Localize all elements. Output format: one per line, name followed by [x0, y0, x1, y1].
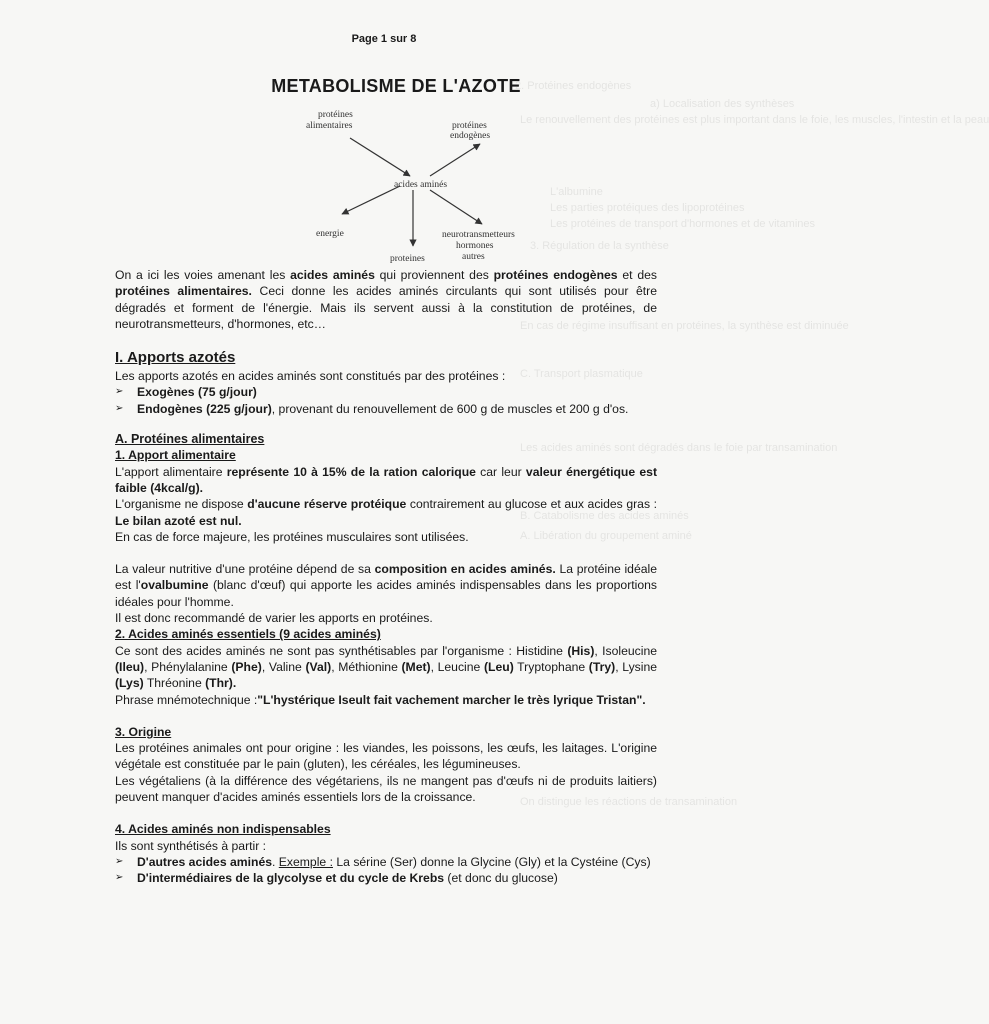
subheading-non-indispensables: 4. Acides aminés non indispensables	[115, 822, 331, 837]
section-heading-apports: I. Apports azotés	[115, 349, 236, 367]
label-bottom-right-1: neurotransmetteurs	[442, 230, 515, 240]
metabolism-diagram	[290, 106, 515, 266]
arrow-bullet-icon: ➢	[115, 855, 124, 867]
paragraph-acides-essentiels: Ce sont des acides aminés ne sont pas synthétisables par l'organisme : Histidine (His), Isoleucine (Ileu), Phénylalanine (Phe), Valine (Val), Méthionine (Met), Leucine (Leu) Tryptophane (Try), Lysine (Lys) Thréonine (Thr).	[115, 643, 658, 691]
paragraph-reserve: L'organisme ne dispose d'aucune réserve protéique contrairement au glucose et aux acides gras : Le bilan azoté est nul.	[115, 497, 657, 528]
label-top-left-1: protéines	[318, 110, 353, 120]
paragraph-apport: L'apport alimentaire représente 10 à 15% de la ration calorique car leur valeur énergétique est faible (4kcal/g).	[115, 464, 658, 495]
arrow-bullet-icon: ➢	[115, 386, 124, 398]
label-bottom-left: energie	[316, 229, 344, 239]
apports-lead: Les apports azotés en acides aminés sont constitués par des protéines :	[115, 369, 506, 384]
label-top-right-1: protéines	[452, 121, 487, 131]
list-item-intermediaires: ➢ D'intermédiaires de la glycolyse et du cycle de Krebs (et donc du glucose)	[115, 871, 558, 886]
label-bottom-right-3: autres	[462, 252, 485, 262]
paragraph-force-majeure: En cas de force majeure, les protéines musculaires sont utilisées.	[115, 529, 469, 544]
section-heading-proteines-alimentaires: A. Protéines alimentaires	[115, 432, 265, 447]
page-number: Page 1 sur 8	[351, 33, 417, 45]
subheading-acides-essentiels: 2. Acides aminés essentiels (9 acides aminés)	[115, 627, 381, 642]
arrow-bullet-icon: ➢	[115, 872, 124, 884]
subheading-apport-alimentaire: 1. Apport alimentaire	[115, 448, 236, 463]
paragraph-valeur-nutritive: La valeur nutritive d'une protéine dépend de sa composition en acides aminés. La protéine idéale est l'ovalbumine (blanc d'œuf) qui apporte les acides aminés indispensables dans les proportions idéales pour l'homme.	[115, 562, 657, 609]
paragraph-origine: Les protéines animales ont pour origine : les viandes, les poissons, les œufs, les laitages. L'origine végétale est constituée par le pain (gluten), les céréales, les légumineuses.	[115, 741, 657, 772]
arrow-from-alimentary	[350, 138, 410, 176]
paragraph-synthese-lead: Ils sont synthétisés à partir :	[115, 838, 267, 853]
list-item-endogenes: ➢ Endogènes (225 g/jour), provenant du renouvellement de 600 g de muscles et 200 g d'os.	[115, 401, 629, 416]
paragraph-mnemotechnique: Phrase mnémotechnique :"L'hystérique Iseult fait vachement marcher le très lyrique Tristan".	[115, 692, 646, 707]
label-top-right-2: endogènes	[450, 131, 491, 141]
document-body	[115, 267, 657, 887]
arrow-to-endogenous	[430, 144, 480, 176]
subheading-origine: 3. Origine	[115, 724, 172, 739]
label-top-left-2: alimentaires	[306, 121, 353, 131]
label-bottom: proteines	[390, 254, 425, 264]
arrow-bullet-icon: ➢	[115, 402, 124, 414]
list-item-exogenes: ➢ Exogènes (75 g/jour)	[115, 385, 257, 400]
label-bottom-right-2: hormones	[456, 241, 494, 251]
arrow-to-neurotransmitters	[430, 190, 482, 224]
page-title: METABOLISME DE L'AZOTE	[271, 76, 521, 96]
intro-paragraph: On a ici les voies amenant les acides aminés qui proviennent des protéines endogènes et des protéines alimentaires. Ceci donne les acides aminés circulants qui sont utilisés pour être dégradés et forment de l'énergie. Mais ils servent aussi à la constitution de protéines, de neurotransmetteurs, d'hormones, etc…	[115, 268, 657, 331]
list-item-autres-acides: ➢ D'autres acides aminés. Exemple : La sérine (Ser) donne la Glycine (Gly) et la Cystéine (Cys)	[115, 854, 651, 869]
arrow-to-energy	[342, 186, 400, 214]
paragraph-vegetaliens: Les végétaliens (à la différence des végétariens, ils ne mangent pas d'œufs ni de produits laitiers) peuvent manquer d'acides aminés essentiels lors de la croissance.	[115, 773, 657, 805]
label-center: acides aminés	[394, 180, 448, 190]
paragraph-recommandation: Il est donc recommandé de varier les apports en protéines.	[115, 611, 433, 626]
